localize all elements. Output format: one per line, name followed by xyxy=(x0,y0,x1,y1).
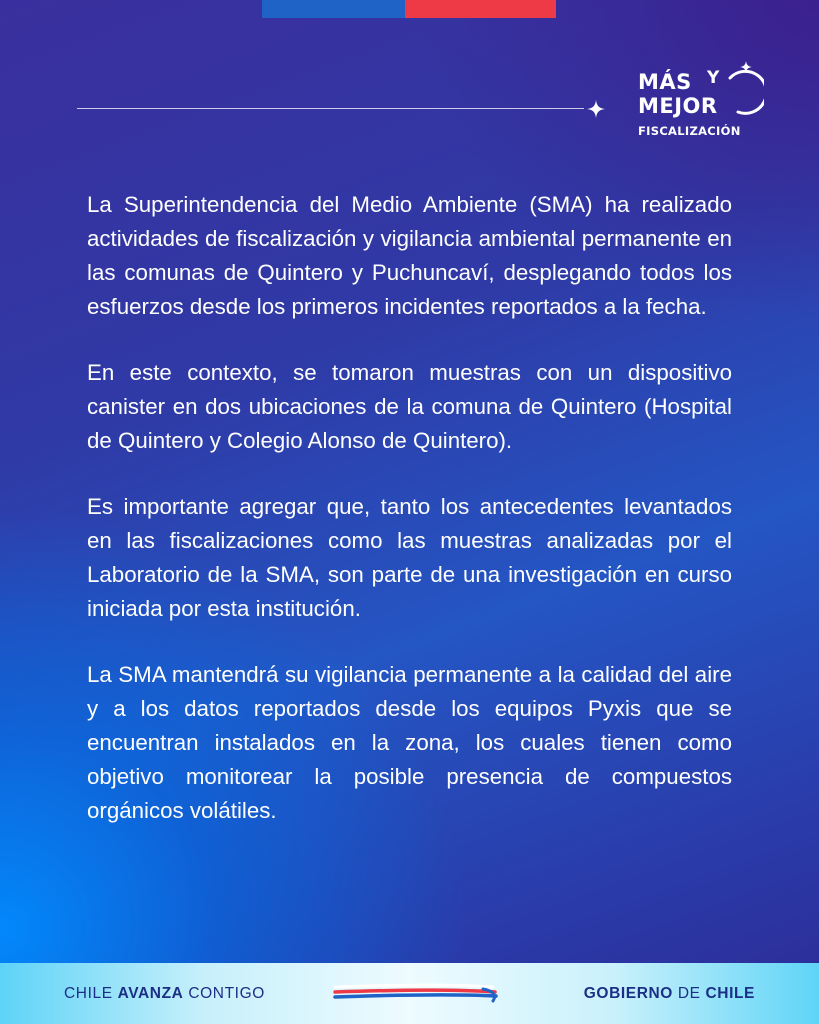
footer-gobierno-part1: GOBIERNO xyxy=(583,985,673,1002)
footer-flag-icon xyxy=(333,983,499,1005)
footer-gobierno-part3: CHILE xyxy=(705,985,755,1002)
logo-line-mejor: MEJOR xyxy=(638,94,718,118)
footer-gobierno xyxy=(584,985,755,1003)
footer-gobierno-part2: DE xyxy=(672,985,706,1002)
top-flag-blue xyxy=(262,0,405,18)
top-flag-red xyxy=(405,0,556,18)
footer-slogan-part3: CONTIGO xyxy=(183,985,265,1002)
paragraph-2: En este contexto, se tomaron muestras con un dispositivo canister en dos ubicaciones de la comuna de Quintero (Hospital de Quintero y Colegio Alonso de Quintero). xyxy=(87,360,732,453)
footer-bar xyxy=(0,963,819,1024)
footer-slogan-part1: CHILE xyxy=(64,985,118,1002)
paragraph-4: La SMA mantendrá su vigilancia permanente a la calidad del aire y a los datos reportados desde los equipos Pyxis que se encuentran instalados en la zona, los cuales tienen como objetivo monitorear la posible presencia de compuestos orgánicos volátiles. xyxy=(87,662,732,823)
header-divider xyxy=(77,108,584,109)
footer-slogan-part2: AVANZA xyxy=(117,985,184,1002)
logo-line-mas: MÁS xyxy=(638,70,692,94)
mas-y-mejor-fiscalizacion-logo xyxy=(634,58,764,144)
paragraph-3: Es importante agregar que, tanto los antecedentes levantados en las fiscalizaciones como las muestras analizadas por el Laboratorio de la SMA, son parte de una investigación en curso iniciada por esta institución. xyxy=(87,494,732,621)
statement-body xyxy=(87,188,732,860)
sparkle-icon xyxy=(586,99,606,119)
paragraph-1: La Superintendencia del Medio Ambiente (SMA) ha realizado actividades de fiscalización y vigilancia ambiental permanente en las comunas de Quintero y Puchuncaví, desplegando todos los esfuerzos desde los primeros incidentes reportados a la fecha. xyxy=(87,192,732,319)
logo-line-fiscalizacion: FISCALIZACIÓN xyxy=(638,124,741,138)
logo-line-y: Y xyxy=(707,68,720,88)
footer-slogan xyxy=(64,985,265,1003)
